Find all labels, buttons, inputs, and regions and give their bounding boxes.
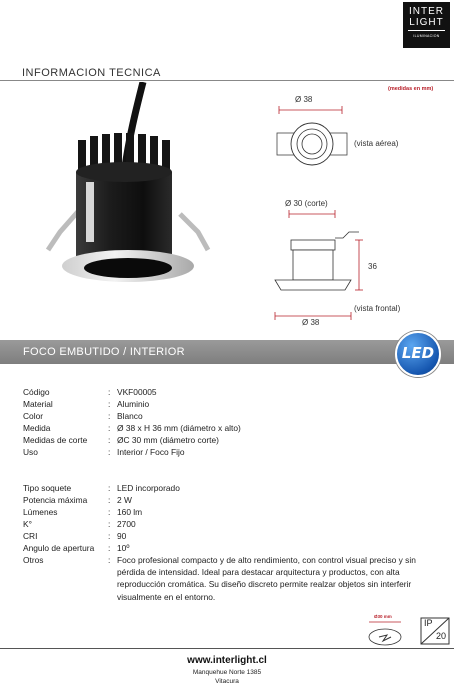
spec-label: Código — [23, 387, 50, 397]
spec-label: Medida — [23, 423, 51, 433]
spec-colon: : — [108, 447, 111, 457]
spec-value: Ø 38 x H 36 mm (diámetro x alto) — [117, 423, 241, 433]
spec-value: LED incorporado — [117, 483, 180, 493]
spec-colon: : — [108, 555, 111, 565]
spec-label: CRI — [23, 531, 38, 541]
technical-drawing — [265, 90, 390, 330]
top-view-label: (vista aérea) — [354, 139, 399, 148]
address-line2: Vitacura — [215, 678, 239, 685]
spec-value: 160 lm — [117, 507, 143, 517]
front-view-label: (vista frontal) — [354, 304, 401, 313]
spec-colon: : — [108, 507, 111, 517]
spec-colon: : — [108, 411, 111, 421]
spec-label: Color — [23, 411, 44, 421]
brand-line3: ILUMINACION — [413, 34, 440, 38]
led-badge — [395, 331, 441, 377]
banner-title: FOCO EMBUTIDO / INTERIOR — [23, 346, 185, 358]
spec-label: Uso — [23, 447, 38, 457]
spec-value: 2 W — [117, 495, 132, 505]
spec-value: 2700 — [117, 519, 136, 529]
spec-colon: : — [108, 435, 111, 445]
brand-logo — [403, 2, 450, 48]
cut-hole-label: Ø30 mm — [374, 614, 392, 619]
brand-line2: LIGHT — [409, 17, 444, 28]
top-diameter-label: Ø 38 — [295, 95, 313, 104]
spec-label: Otros — [23, 555, 44, 565]
header-rule — [0, 80, 454, 81]
spec-label: Material — [23, 399, 53, 409]
spec-colon: : — [108, 483, 111, 493]
logo-divider — [408, 30, 445, 31]
spec-label: Medidas de corte — [23, 435, 88, 445]
address-line1: Manquehue Norte 1385 — [192, 669, 262, 676]
spec-label: Angulo de apertura — [23, 543, 95, 553]
ip-label: IP — [424, 618, 433, 628]
section-title: INFORMACION TECNICA — [22, 67, 161, 79]
measure-note: (medidas en mm) — [388, 86, 434, 92]
product-photo — [20, 82, 230, 290]
spec-value: ØC 30 mm (diámetro corte) — [117, 435, 219, 445]
spec-colon: : — [108, 387, 111, 397]
spec-colon: : — [108, 531, 111, 541]
spec-colon: : — [108, 399, 111, 409]
spec-label: Potencia máxima — [23, 495, 88, 505]
spec-label: Lúmenes — [23, 507, 58, 517]
spec-value: VKF00005 — [117, 387, 157, 397]
website-link[interactable]: www.interlight.cl — [187, 655, 267, 666]
led-badge-text: LED — [401, 344, 435, 362]
front-diameter-label: Ø 38 — [302, 318, 320, 327]
spec-colon: : — [108, 543, 111, 553]
spec-colon: : — [108, 495, 111, 505]
spec-label: Tipo soquete — [23, 483, 72, 493]
ip-value: 20 — [436, 631, 447, 641]
spec-description: Foco profesional compacto y de alto rendimiento, con control visual preciso y sin pérdida de intensidad. Ideal para destacar arquitectura y productos, con alta reproducción cromática. Su diseño discreto permite realzar objetos sin interferir visualmente en el entorno. — [117, 555, 416, 602]
spec-value: Interior / Foco Fijo — [117, 447, 185, 457]
spec-label: K° — [23, 519, 32, 529]
spec-colon: : — [108, 519, 111, 529]
height-label: 36 — [368, 262, 377, 271]
brand-line1: INTER — [409, 6, 444, 17]
spec-value: Blanco — [117, 411, 143, 421]
footer-rule — [0, 648, 454, 649]
cut-label: Ø 30 (corte) — [285, 199, 328, 208]
spec-value: Aluminio — [117, 399, 150, 409]
spec-value: 90 — [117, 531, 127, 541]
spec-value: 10º — [117, 543, 130, 553]
spec-colon: : — [108, 423, 111, 433]
